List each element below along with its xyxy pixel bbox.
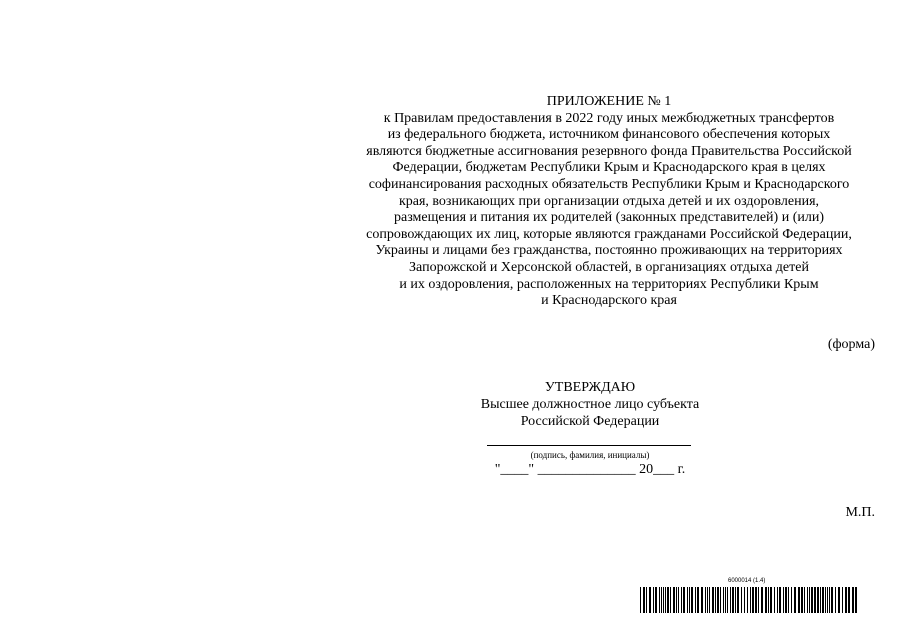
approval-heading: УТВЕРЖДАЮ: [544, 380, 636, 395]
appendix-line: и их оздоровления, расположенных на территориях Республики Крым: [399, 276, 819, 292]
appendix-line: из федерального бюджета, источником финансового обеспечения которых: [387, 127, 831, 143]
appendix-line: к Правилам предоставления в 2022 году иных межбюджетных трансфертов: [383, 110, 835, 126]
appendix-line: и Краснодарского края: [541, 293, 677, 309]
date-line: "____" ______________ 20___ г.: [494, 462, 686, 477]
barcode-label: 6000014 (1.4): [728, 578, 766, 584]
form-note: (форма): [827, 337, 875, 352]
appendix-line: сопровождающих их лиц, которые являются гражданами Российской Федерации,: [366, 226, 852, 242]
approval-position: Высшее должностное лицо субъекта: [480, 397, 700, 412]
approval-position: Российской Федерации: [520, 414, 660, 429]
appendix-line: софинансирования расходных обязательств Республики Крым и Краснодарского: [368, 176, 850, 192]
appendix-line: Запорожской и Херсонской областей, в организациях отдыха детей: [409, 259, 809, 275]
appendix-title: ПРИЛОЖЕНИЕ № 1: [546, 94, 672, 109]
barcode-icon: [640, 587, 860, 613]
signature-caption: (подпись, фамилия, инициалы): [530, 450, 650, 460]
appendix-line: размещения и питания их родителей (законных представителей) и (или): [394, 210, 824, 226]
appendix-line: Украины и лицами без гражданства, постоянно проживающих на территориях: [375, 243, 843, 259]
approval-block: [440, 379, 740, 430]
stamp-place-label: М.П.: [845, 505, 875, 520]
appendix-line: края, возникающих при организации отдыха детей и их оздоровления,: [398, 193, 820, 209]
appendix-header: [330, 94, 888, 310]
appendix-line: Федерации, бюджетам Республики Крым и Краснодарского края в целях: [392, 160, 826, 176]
appendix-line: являются бюджетные ассигнования резервного фонда Правительства Российской: [366, 143, 852, 159]
barcode: [640, 578, 860, 616]
signature-line: [487, 445, 691, 446]
